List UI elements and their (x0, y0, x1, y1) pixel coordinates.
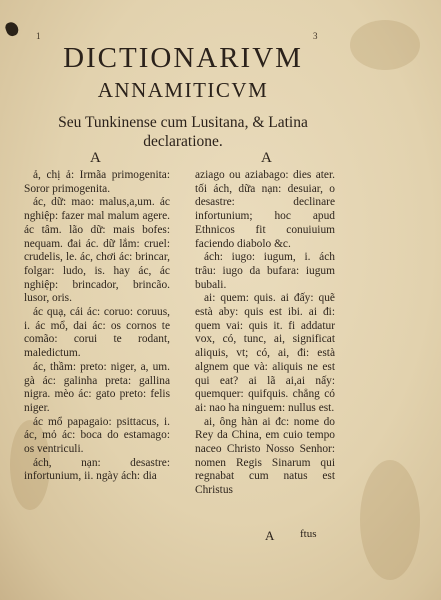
column-letter-right: A (261, 150, 272, 166)
dictionary-entry: ai: quem: quis. ai đấy: quẽ està aby: quis est ibi. ai đi: quem vai: quis it. fi addatur vox, có, tunc, ai, significat aliquis, vt; có, ai, đi: està algnem que và: aliquis ne est qui eat? ai lã ai,ai nấy: quemquer: quifquis. chẳng có ai: nao ha ninguem: nullus est. (195, 292, 335, 414)
dictionary-entry: ách: iugo: iugum, i. ách trâu: iugo da bufara: iugum bubali. (195, 251, 335, 291)
left-column (24, 169, 170, 484)
title-line-2: ANNAMITICVM (97, 78, 269, 102)
paper-stain (360, 460, 420, 580)
column-letter-left: A (90, 150, 101, 166)
dictionary-entry: ai, ông hàn ai đc: nome do Rey da China, em cuio tempo naceo Christo Nosso Senhor: nomen Regis Sinarum qui regnabat cum natus est Christus (195, 415, 335, 497)
catchword: ftus (300, 528, 317, 540)
subtitle: Seu Tunkinense cum Lusitana, & Latina declaratione. (58, 114, 308, 150)
dictionary-entry: ách, nạn: desastre: infortunium, ii. ngày ách: dia (24, 456, 170, 483)
dictionary-entry: aziago ou aziabago: dies ater. tối ách, dữa nạn: desuiar, o desastre: declinare infortunium; hoc apud Ethnicos fit conuiuium faciendo diabolo &c. (195, 169, 335, 250)
dictionary-entry: ác quạ, cái ác: coruo: coruus, i. ác mổ, dai ác: os cornos te comão: corui te rodant, maledictum. (24, 306, 170, 360)
dictionary-entry: ác, dữ: mao: malus,a,um. ác nghiệp: fazer mal malum agere. ác tâm. lão dữ: mais bofes: nequam. đai ác. dữ lắm: cruel: crudelis, le. ác, chơi ác: brincar, folgar: ludo, is. hay ác, ác nghiệp: brincador, brincão. lusor, oris. (24, 196, 170, 305)
catchword-letter: A (265, 528, 275, 543)
folio-mark-left: 1 (36, 31, 41, 41)
right-column (195, 169, 335, 498)
paper-stain (350, 20, 420, 70)
dictionary-entry: ác mổ papagaio: psittacus, i. ác, mỏ ác: boca do estamago: os ventriculi. (24, 415, 170, 456)
folio-mark-right: 3 (313, 31, 318, 41)
ink-blot (4, 20, 20, 37)
dictionary-entry: ả, chị ả: Irmãa primogenita: Soror primogenita. (24, 169, 170, 195)
title-line-1: DICTIONARIVM (63, 42, 303, 74)
dictionary-entry: ác, thầm: preto: niger, a, um. gà ác: galinha preta: gallina nigra. mèo ác: gato preto: felis niger. (24, 360, 170, 414)
